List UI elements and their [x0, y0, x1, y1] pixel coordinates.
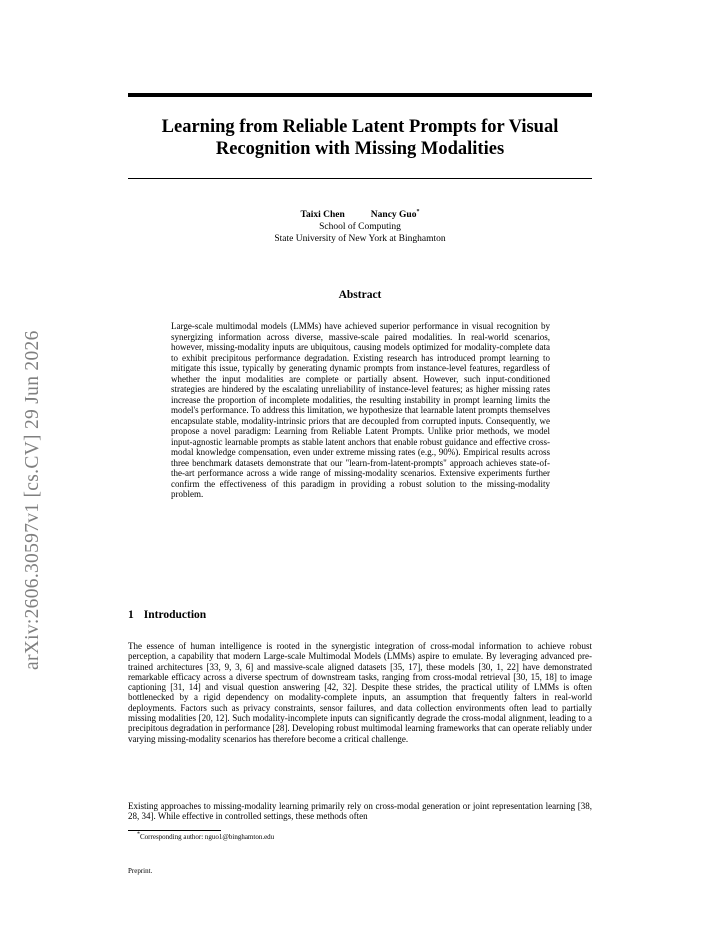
- title-top-rule: [128, 93, 592, 97]
- section-number: 1: [128, 609, 134, 621]
- affiliation-university: State University of New York at Binghamton: [274, 234, 446, 244]
- footnote: [137, 833, 274, 842]
- footnote-rule: [128, 830, 221, 831]
- preprint-label: Preprint.: [128, 867, 153, 875]
- arxiv-identifier-stamp: arXiv:2606.30597v1 [cs.CV] 29 Jun 2026: [22, 330, 43, 670]
- footnote-text: Corresponding author: nguo1@binghamton.edu: [140, 833, 275, 841]
- section-title: Introduction: [143, 609, 207, 621]
- corresponding-mark: *: [416, 208, 420, 215]
- abstract-heading: Abstract: [338, 289, 382, 301]
- abstract-text: Large-scale multimodal models (LMMs) have achieved superior performance in visual recognition by synergizing information across diverse, massive-scale paired modalities. In real-world scenarios, however, missing-modality inputs are ubiquitous, causing models optimized for modality-complete data to exhibit precipitous performance degradation. Existing research has introduced prompt learning to mitigate this issue, typically by generating dynamic prompts from instance-level features, regardless of whether the input modalities are complete or partially absent. However, such input-conditioned strategies are hindered by the escalating unreliability of instance-level features; as higher missing rates increase the proportion of incomplete modalities, the resulting instability in prompt learning limits the model's performance. To address this limitation, we hypothesize that learnable latent prompts themselves encapsulate stable, modality-intrinsic priors that are decoupled from corrupted inputs. Consequently, we propose a novel paradigm: Learning from Reliable Latent Prompts. Unlike prior methods, we model input-agnostic learnable prompts as stable latent anchors that enable robust guidance and effective cross-modal knowledge compensation, even under extreme missing rates (e.g., 90%). Empirical results across three benchmark datasets demonstrate that our "learn-from-latent-prompts" approach achieves state-of-the-art performance across a wide range of missing-modality scenarios. Extensive experiments further confirm the effectiveness of this paradigm in providing a robust solution to the missing-modality problem.: [171, 321, 550, 499]
- introduction-paragraph: Existing approaches to missing-modality learning primarily rely on cross-modal generation or joint representation learning [38, 28, 34]. While effective in controlled settings, these methods often: [128, 801, 592, 822]
- author-name: Nancy Guo: [370, 210, 417, 220]
- author-block: [128, 209, 592, 245]
- introduction-paragraph: The essence of human intelligence is rooted in the synergistic integration of cross-modal information to achieve robust perception, a capability that modern Large-scale Multimodal Models (LMMs) aspire to emulate. By leveraging advanced pre-trained architectures [33, 9, 3, 6] and massive-scale aligned datasets [35, 17], these models [30, 1, 22] have demonstrated remarkable efficacy across a diverse spectrum of downstream tasks, ranging from cross-modal retrieval [30, 15, 18] to image captioning [31, 14] and visual question answering [42, 32]. Despite these strides, the practical utility of LMMs is often bottlenecked by a rigid dependency on modality-complete inputs, an assumption that frequently falters in real-world deployments. Factors such as privacy constraints, sensor failures, and data collection environments often lead to partially missing modalities [20, 12]. Such modality-incomplete inputs can significantly degrade the cross-modal alignment, leading to a precipitous degradation in performance [28]. Developing robust multimodal learning frameworks that can operate reliably under varying missing-modality scenarios has therefore become a critical challenge.: [128, 641, 592, 744]
- author-name-corresponding: [371, 210, 420, 220]
- author-names: [128, 209, 592, 221]
- affiliation-department: School of Computing: [319, 222, 401, 232]
- section-heading-introduction: [128, 609, 206, 621]
- author-name: Taixi Chen: [300, 210, 345, 220]
- footnote-mark: *: [137, 831, 140, 838]
- paper-title: Learning from Reliable Latent Prompts for Visual Recognition with Missing Modalities: [161, 117, 559, 159]
- title-bottom-rule: [128, 178, 592, 179]
